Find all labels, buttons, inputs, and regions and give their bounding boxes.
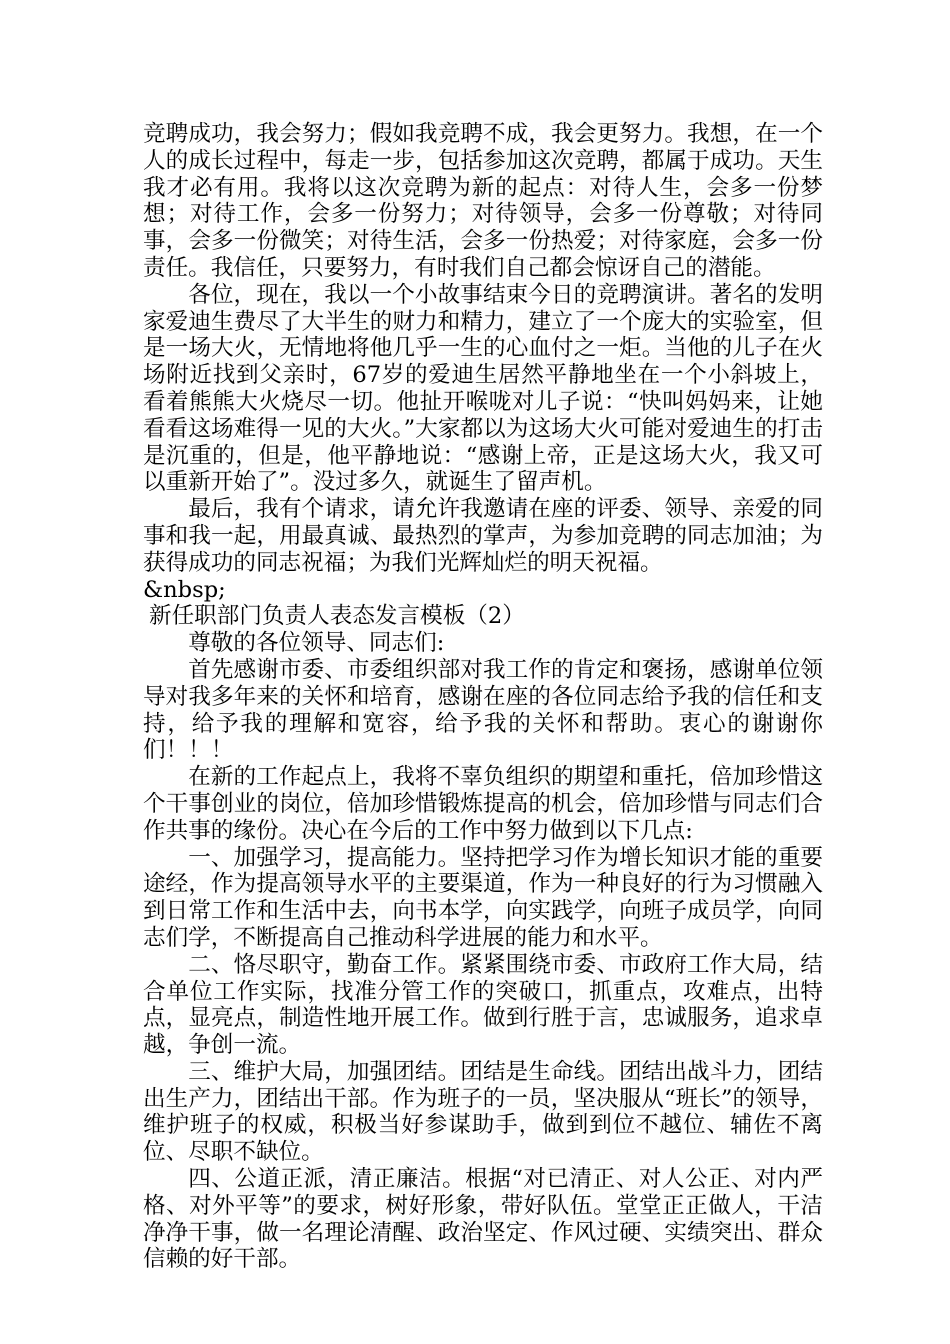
- paragraph-contest-conclusion: 竞聘成功，我会努力；假如我竞聘不成，我会更努力。我想，在一个人的成长过程中，每走一步，包括参加这次竞聘，都属于成功。天生我才必有用。我将以这次竞聘为新的起点：对待人生，会多一份梦想；对待工作，会多一份努力；对待领导，会多一份尊敬；对待同事，会多一份微笑；对待生活，会多一份热爱；对待家庭，会多一份责任。我信任，只要努力，有时我们自己都会惊讶自己的潜能。: [143, 121, 823, 281]
- paragraph-point-3: 三、维护大局，加强团结。团结是生命线。团结出战斗力，团结出生产力，团结出干部。作为班子的一员，坚决服从“班长”的领导，维护班子的权威，积极当好参谋助手，做到到位不越位、辅佐不离位、尽职不缺位。: [143, 1058, 823, 1166]
- section-title: 新任职部门负责人表态发言模板（2）: [149, 603, 525, 630]
- paragraph-point-1: 一、加强学习，提高能力。坚持把学习作为增长知识才能的重要途经，作为提高领导水平的主要渠道，作为一种良好的行为习惯融入到日常工作和生活中去，向书本学，向实践学，向班子成员学，向同志们学，不断提高自己推动科学进展的能力和水平。: [143, 844, 823, 951]
- paragraph-closing-request: 最后，我有个请求，请允许我邀请在座的评委、领导、亲爱的同事和我一起，用最真诚、最热烈的掌声，为参加竞聘的同志加油；为获得成功的同志祝福；为我们光辉灿烂的明天祝福。: [143, 496, 823, 576]
- paragraph-thanks: 首先感谢市委、市委组织部对我工作的肯定和褒扬，感谢单位领导对我多年来的关怀和培育，感谢在座的各位同志给予我的信任和支持，给予我的理解和宽容，给予我的关怀和帮助。衷心的谢谢你们！！！: [143, 656, 823, 764]
- nbsp-text-line: &nbsp;: [143, 576, 226, 603]
- paragraph-new-start: 在新的工作起点上，我将不辜负组织的期望和重托，倍加珍惜这个干事创业的岗位，倍加珍惜锻炼提高的机会，倍加珍惜与同志们合作共事的缘份。决心在今后的工作中努力做到以下几点:: [143, 764, 823, 844]
- paragraph-edison-story: 各位，现在，我以一个小故事结束今日的竞聘演讲。著名的发明家爱迪生费尽了大半生的财力和精力，建立了一个庞大的实验室，但是一场大火，无情地将他几乎一生的心血付之一炬。当他的儿子在火场附近找到父亲时，67岁的爱迪生居然平静地坐在一个小斜坡上，看着熊熊大火烧尽一切。他扯开喉咙对儿子说：“快叫妈妈来，让她看看这场难得一见的大火。”大家都以为这场大火可能对爱迪生的打击是沉重的，但是，他平静地说：“感谢上帝，正是这场大火，我又可以重新开始了”。没过多久，就诞生了留声机。: [143, 281, 823, 496]
- paragraph-point-2: 二、恪尽职守，勤奋工作。紧紧围绕市委、市政府工作大局，结合单位工作实际，找准分管工作的突破口，抓重点，攻难点，出特点，显亮点，制造性地开展工作。做到行胜于言，忠诚服务，追求卓越，争创一流。: [143, 951, 823, 1059]
- paragraph-point-4: 四、公道正派，清正廉洁。根据“对已清正、对人公正、对内严格、对外平等”的要求，树好形象，带好队伍。堂堂正正做人，干洁净净干事，做一名理论清醒、政治坚定、作风过硬、实绩突出、群众信赖的好干部。: [143, 1166, 823, 1273]
- salutation: 尊敬的各位领导、同志们:: [188, 630, 445, 657]
- document-body: [143, 121, 823, 1273]
